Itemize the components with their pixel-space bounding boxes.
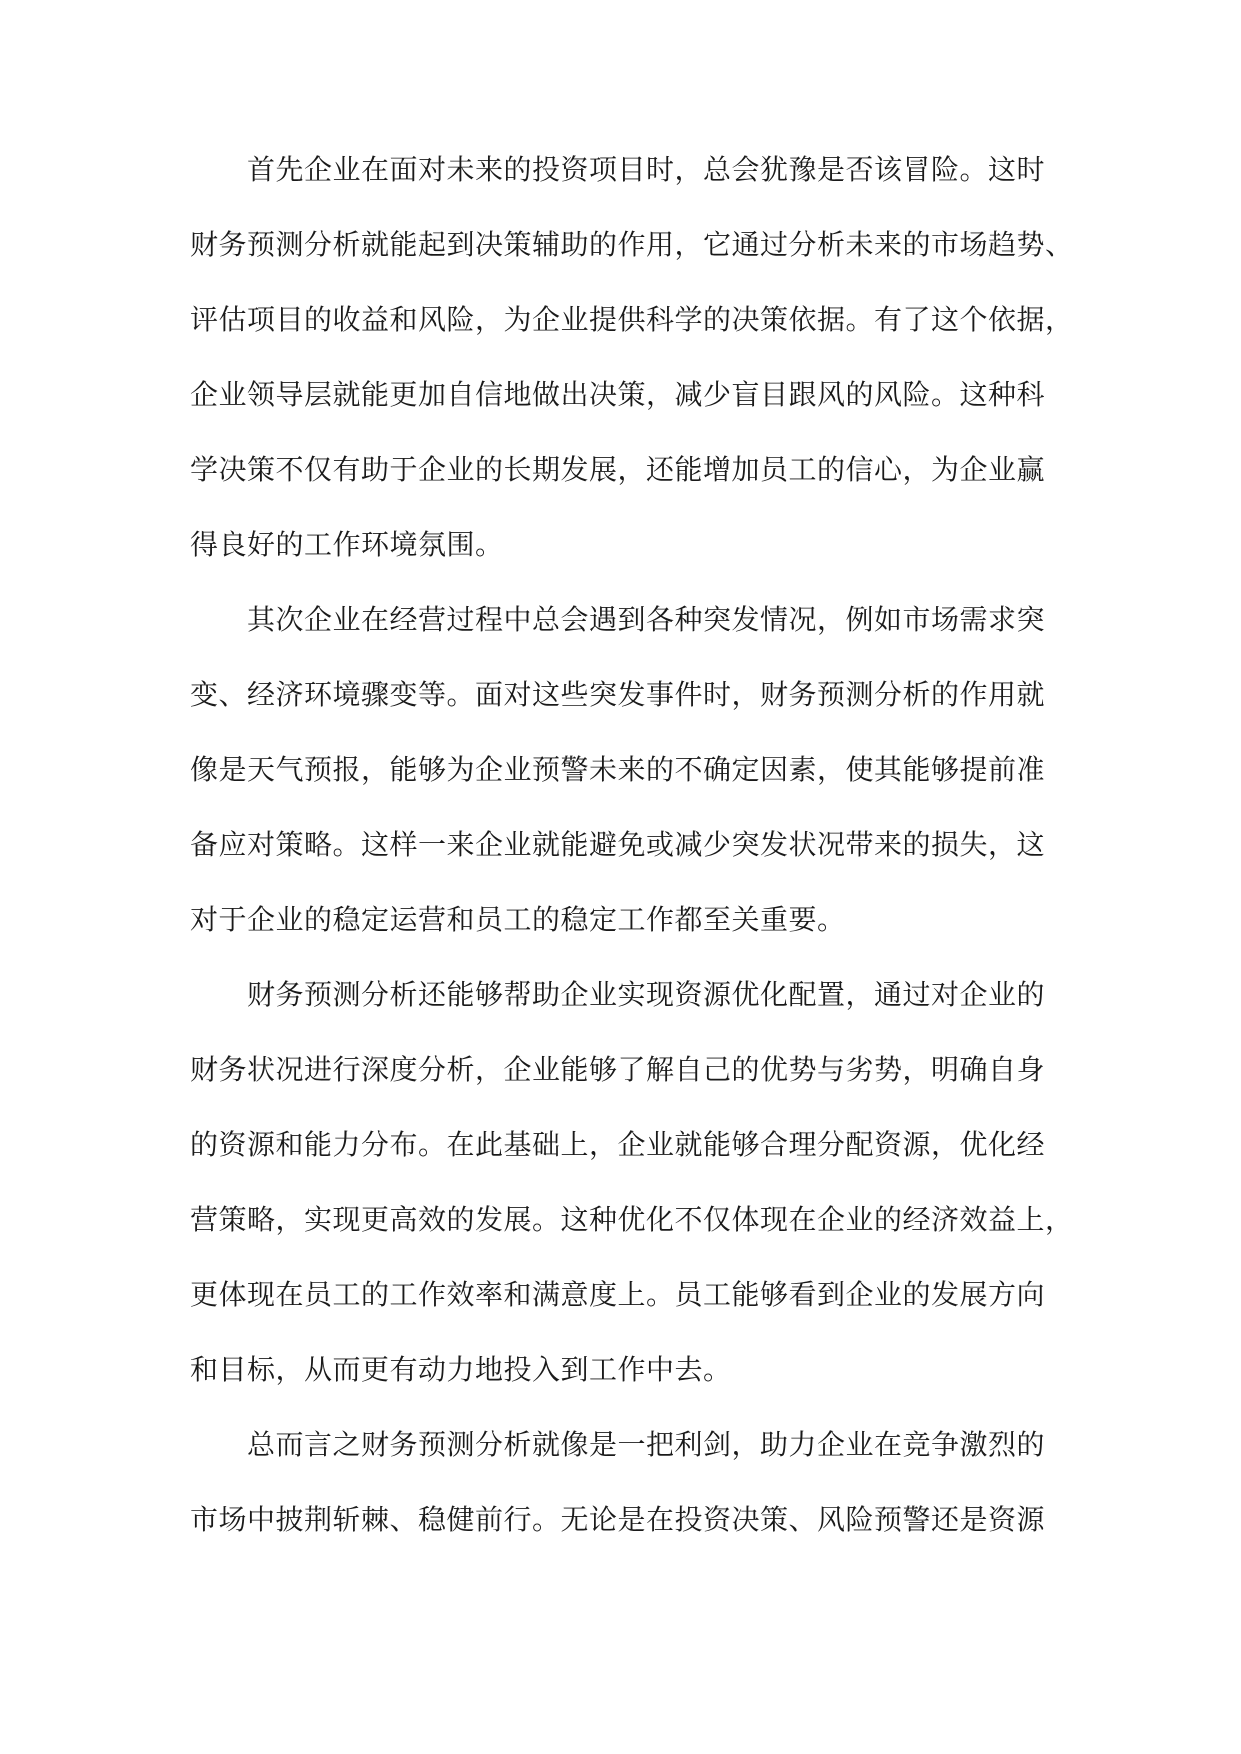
paragraph-1-line-3: 评估项目的收益和风险，为企业提供科学的决策依据。有了这个依据， (190, 303, 1074, 336)
paragraph-2-line-3: 像是天气预报，能够为企业预警未来的不确定因素，使其能够提前准 (190, 753, 1046, 786)
paragraph-3-line-1: 财务预测分析还能够帮助企业实现资源优化配置，通过对企业的 (247, 978, 1046, 1011)
paragraph-3-line-6: 和目标，从而更有动力地投入到工作中去。 (190, 1353, 732, 1386)
paragraph-3-line-5: 更体现在员工的工作效率和满意度上。员工能够看到企业的发展方向 (190, 1278, 1046, 1311)
paragraph-1-line-2: 财务预测分析就能起到决策辅助的作用，它通过分析未来的市场趋势、 (190, 228, 1074, 261)
paragraph-1-line-4: 企业领导层就能更加自信地做出决策，减少盲目跟风的风险。这种科 (190, 378, 1046, 411)
paragraph-1-line-1: 首先企业在面对未来的投资项目时，总会犹豫是否该冒险。这时 (247, 153, 1046, 186)
paragraph-1-line-5: 学决策不仅有助于企业的长期发展，还能增加员工的信心，为企业赢 (190, 453, 1046, 486)
paragraph-1-line-6: 得良好的工作环境氛围。 (190, 528, 504, 561)
paragraph-3-line-2: 财务状况进行深度分析，企业能够了解自己的优势与劣势，明确自身 (190, 1053, 1046, 1086)
paragraph-2-line-1: 其次企业在经营过程中总会遇到各种突发情况，例如市场需求突 (247, 603, 1046, 636)
paragraph-4-line-1: 总而言之财务预测分析就像是一把利剑，助力企业在竞争激烈的 (247, 1428, 1046, 1461)
paragraph-3-line-4: 营策略，实现更高效的发展。这种优化不仅体现在企业的经济效益上， (190, 1203, 1074, 1236)
paragraph-4-line-2: 市场中披荆斩棘、稳健前行。无论是在投资决策、风险预警还是资源 (190, 1503, 1046, 1536)
paragraph-3-line-3: 的资源和能力分布。在此基础上，企业就能够合理分配资源，优化经 (190, 1128, 1046, 1161)
paragraph-2-line-5: 对于企业的稳定运营和员工的稳定工作都至关重要。 (190, 903, 846, 936)
paragraph-2-line-4: 备应对策略。这样一来企业就能避免或减少突发状况带来的损失，这 (190, 828, 1046, 861)
paragraph-2-line-2: 变、经济环境骤变等。面对这些突发事件时，财务预测分析的作用就 (190, 678, 1046, 711)
